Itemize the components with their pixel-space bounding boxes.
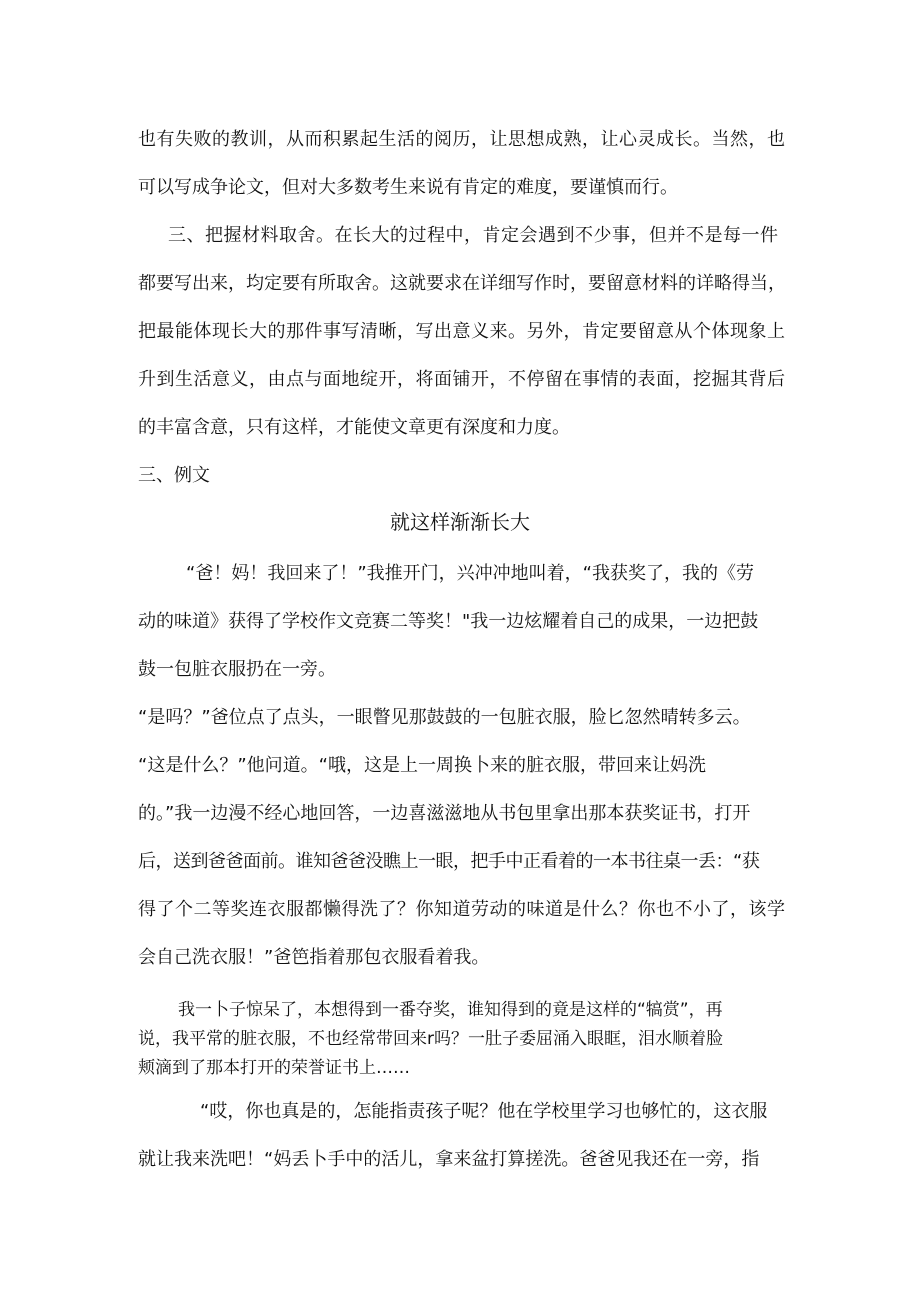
paragraph-line: 鼓一包脏衣服扔在一旁。 xyxy=(138,659,336,680)
paragraph-line: 会自己洗衣服！”爸笆指着那包衣服看着我。 xyxy=(138,947,490,968)
paragraph-line: “哎，你也真是的，怎能指责孩子呢？他在学校里学习也够忙的，这衣服 xyxy=(200,1101,768,1122)
paragraph-line: 把最能体现长大的那件事写清晰，写出意义来。另外，肯定要留意从个体现象上 xyxy=(138,321,786,342)
paragraph-line: 三、把握材料取舍。在长大的过程中，肯定会遇到不少事，但并不是每一件 xyxy=(168,225,779,246)
paragraph-line: 可以写成争论文，但对大多数考生来说有肯定的难度，要谨慎而行。 xyxy=(138,177,678,198)
paragraph-line: “爸！妈！我回来了！”我推开门，兴冲冲地叫着，“我获奖了，我的《劳 xyxy=(186,563,754,584)
paragraph-line: 的丰富含意，只有这样，才能使文章更有深度和力度。 xyxy=(138,417,570,438)
paragraph-line: 我一卜子惊呆了，本想得到一番夺奖，谁知得到的竟是这样的“犒赏”，再 xyxy=(178,1000,723,1020)
section-heading: 三、例文 xyxy=(138,465,210,486)
paragraph-line: 升到生活意义，由点与面地绽开，将面铺开，不停留在事情的表面，挖掘其背后 xyxy=(138,369,786,390)
paragraph-line: 颊滴到了那本打开的荣誉证书上…… xyxy=(138,1058,410,1078)
paragraph-line: 的。”我一边漫不经心地回答，一边喜滋滋地从书包里拿出那本获奖证书，打开 xyxy=(138,803,751,824)
essay-title: 就这样渐渐长大 xyxy=(390,512,530,534)
paragraph-line: 后，送到爸爸面前。谁知爸爸没瞧上一眼，把手中正看着的一本书往桌一丢：“获 xyxy=(138,851,760,872)
paragraph-line: “是吗？”爸位点了点头，一眼瞥见那鼓鼓的一包脏衣服，脸匕忽然晴转多云。 xyxy=(138,707,751,728)
paragraph-line: 动的味道》获得了学校作文竞赛二等奖！"我一边炫耀着自己的成果，一边把鼓 xyxy=(138,611,759,632)
paragraph-line: 说，我平常的脏衣服，不也经常带回来r吗？一肚子委屈涌入眼眶，泪水顺着脸 xyxy=(138,1029,723,1049)
paragraph-line: 就让我来洗吧！“妈丢卜手中的活儿，拿来盆打算搓洗。爸爸见我还在一旁，指 xyxy=(138,1149,760,1170)
paragraph-line: 都要写出来，均定要有所取舍。这就要求在详细写作时，要留意材料的详略得当， xyxy=(138,273,786,294)
paragraph-line: “这是什么？”他问道。“哦，这是上一周换卜来的脏衣服，带回来让妈洗 xyxy=(138,755,706,776)
paragraph-line: 得了个二等奖连衣服都懒得洗了？你知道劳动的味道是什么？你也不小了，该学 xyxy=(138,899,786,920)
paragraph-line: 也有失败的教训，从而积累起生活的阅历，让思想成熟，让心灵成长。当然，也 xyxy=(138,129,786,150)
